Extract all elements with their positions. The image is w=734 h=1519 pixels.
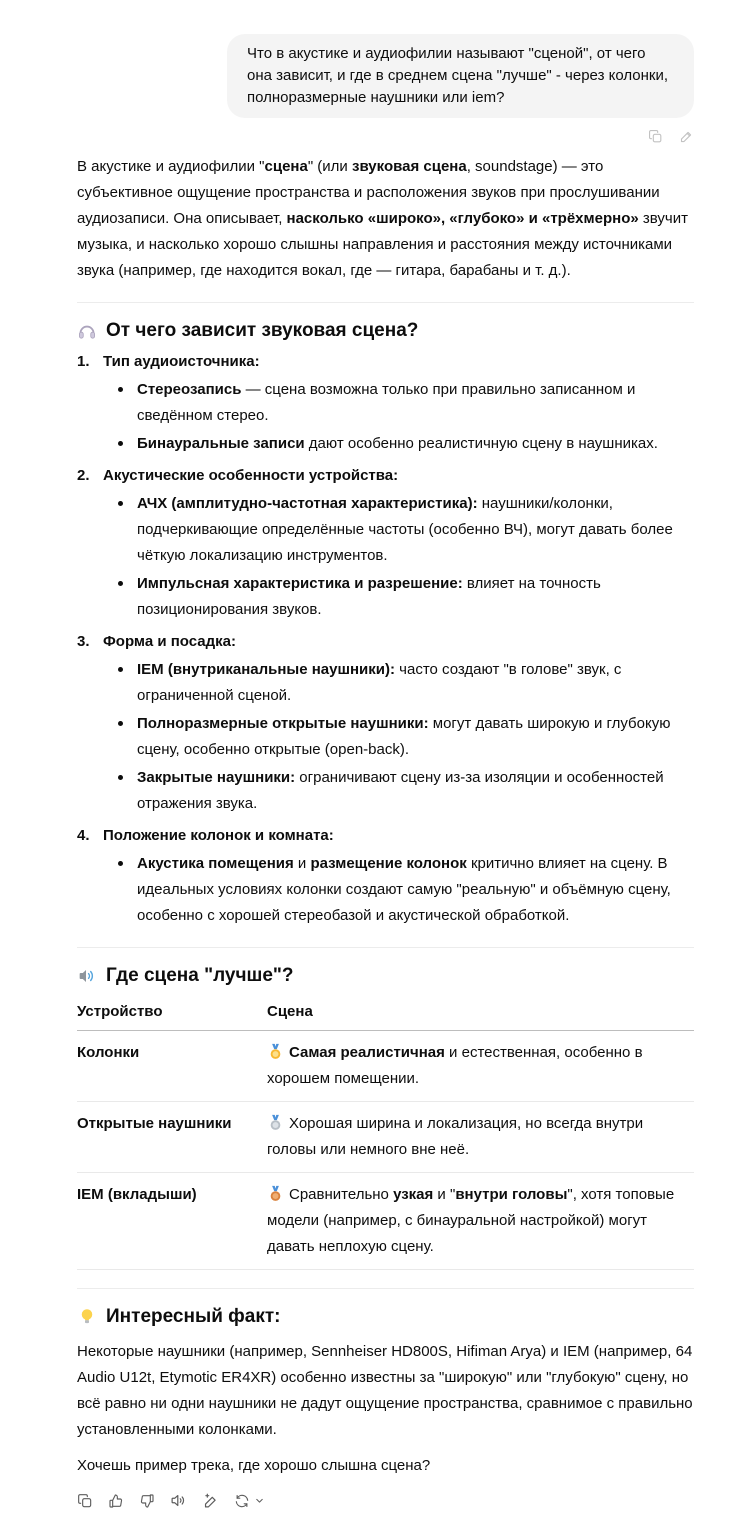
scene-cell: [267, 1173, 694, 1270]
bronze-medal-icon: [267, 1185, 284, 1202]
closing-question: Хочешь пример трека, где хорошо слышна сцена?: [77, 1457, 431, 1474]
scene-cell: [267, 1031, 694, 1102]
edit-in-canvas-button[interactable]: [202, 1492, 219, 1509]
list-number: 2.: [77, 467, 90, 484]
edit-message-button[interactable]: [679, 129, 694, 144]
list-number: 4.: [77, 827, 90, 844]
bullet-item: [77, 571, 694, 623]
divider: [77, 947, 694, 948]
list-item: [77, 823, 694, 849]
pencil-icon: [679, 129, 694, 144]
speaker-icon: [77, 966, 97, 986]
bullet-item: [77, 657, 694, 709]
fact-paragraph: Некоторые наушники (например, Sennheiser HD800S, Hifiman Arya) и IEM (например, 64 Audio U12t, Etymotic ER4XR) особенно известны за "широкую" или "глубокую" сцену, но всё равно ни одни наушники не дадут ощущение пространства, сравнимое с правильно установленными колонками.: [77, 1343, 693, 1438]
bullet-dot: [118, 775, 123, 780]
bullet-dot: [118, 501, 123, 506]
list-item-title: Форма и посадка:: [103, 633, 236, 650]
thumbs-down-icon: [139, 1493, 155, 1509]
user-message-bubble: [227, 34, 694, 118]
bullet-text: Импульсная характеристика и разрешение: влияет на точность позиционирования звуков.: [137, 575, 601, 618]
bullet-text: Стереозапись — сцена возможна только при правильно записанном и сведённом стерео.: [137, 381, 636, 424]
bullet-text: АЧХ (амплитудно-частотная характеристика): наушники/колонки, подчеркивающие определённые частоты (особенно ВЧ), могут давать более чёткую локализацию инструментов.: [137, 495, 673, 564]
bullet-text: Закрытые наушники: ограничивают сцену из-за изоляции и особенностей отражения звука.: [137, 769, 664, 812]
thumbs-up-icon: [108, 1493, 124, 1509]
bullet-dot: [118, 721, 123, 726]
gold-medal-icon: [267, 1043, 284, 1060]
bad-response-button[interactable]: [139, 1493, 155, 1509]
assistant-intro-paragraph: В акустике и аудиофилии "сцена" (или звуковая сцена, soundstage) — это субъективное ощущение пространства и расположения звуков при прослушивании аудиозаписи. Она описывает, насколько «широко», «глубоко» и «трёхмерно» звучит музыка, и насколько хорошо слышны направления и расстояния между источниками звука (например, где находится вокал, где — гитара, барабаны и т. д.).: [77, 158, 688, 279]
device-cell: Колонки: [77, 1031, 267, 1102]
section-title: Интересный факт:: [106, 1306, 281, 1327]
bullet-item: [77, 431, 694, 457]
bullet-text: Акустика помещения и размещение колонок критично влияет на сцену. В идеальных условиях колонки создают самую "реальную" и объёмную сцену, особенно с хорошей стереобазой и акустической обработкой.: [137, 855, 671, 924]
section-heading-fun-fact: [77, 1305, 694, 1329]
lightbulb-icon: [77, 1307, 97, 1327]
divider: [77, 1288, 694, 1289]
device-cell: Открытые наушники: [77, 1102, 267, 1173]
bullet-item: [77, 491, 694, 569]
bullet-text: Бинауральные записи дают особенно реалистичную сцену в наушниках.: [137, 435, 658, 452]
list-item-title: Акустические особенности устройства:: [103, 467, 399, 484]
column-header-scene: Сцена: [267, 996, 694, 1031]
section-title: От чего зависит звуковая сцена?: [106, 320, 419, 341]
bullet-dot: [118, 667, 123, 672]
list-item: [77, 463, 694, 489]
scene-cell: [267, 1102, 694, 1173]
bullet-dot: [118, 387, 123, 392]
user-message-actions: [77, 129, 694, 144]
good-response-button[interactable]: [108, 1493, 124, 1509]
table-row: [77, 1102, 694, 1173]
list-number: 1.: [77, 353, 90, 370]
copy-response-button[interactable]: [77, 1493, 93, 1509]
bullet-item: [77, 765, 694, 817]
section-heading-soundstage-factors: [77, 319, 694, 343]
copy-button[interactable]: [648, 129, 663, 144]
user-message-text: Что в акустике и аудиофилии называют "сценой", от чего она зависит, и где в среднем сцена "лучше" - через колонки, полноразмерные наушники или iem?: [247, 45, 669, 106]
bullet-dot: [118, 581, 123, 586]
bullet-text: Полноразмерные открытые наушники: могут давать широкую и глубокую сцену, особенно открытые (open-back).: [137, 715, 671, 758]
table-row: [77, 1173, 694, 1270]
headphones-icon: [77, 321, 97, 341]
column-header-device: Устройство: [77, 996, 267, 1031]
regenerate-button[interactable]: [234, 1493, 265, 1509]
list-item-title: Тип аудиоисточника:: [103, 353, 260, 370]
section-heading-where-better: [77, 964, 694, 988]
bullet-item: [77, 711, 694, 763]
list-item-title: Положение колонок и комната:: [103, 827, 334, 844]
section-title: Где сцена "лучше"?: [106, 965, 294, 986]
user-message-row: [77, 34, 694, 118]
response-actions: [77, 1492, 694, 1519]
table-header-row: [77, 996, 694, 1031]
copy-icon: [648, 129, 663, 144]
soundstage-table: [77, 996, 694, 1270]
copy-icon: [77, 1493, 93, 1509]
list-number: 3.: [77, 633, 90, 650]
silver-medal-icon: [267, 1114, 284, 1131]
bullet-item: [77, 377, 694, 429]
read-aloud-button[interactable]: [170, 1492, 187, 1509]
speaker-wave-icon: [170, 1492, 187, 1509]
bullet-dot: [118, 441, 123, 446]
scene-text: Самая реалистичная и естественная, особенно в хорошем помещении.: [267, 1044, 643, 1087]
divider: [77, 302, 694, 303]
scene-text: Сравнительно узкая и "внутри головы", хотя топовые модели (например, с бинауральной настройкой) могут давать неплохую сцену.: [267, 1186, 675, 1255]
list-item: [77, 349, 694, 375]
bullet-item: [77, 851, 694, 929]
bullet-dot: [118, 861, 123, 866]
refresh-icon: [234, 1493, 250, 1509]
table-row: [77, 1031, 694, 1102]
device-cell: IEM (вкладыши): [77, 1173, 267, 1270]
scene-text: Хорошая ширина и локализация, но всегда внутри головы или немного вне неё.: [267, 1115, 644, 1158]
chevron-down-icon: [254, 1495, 265, 1506]
pencil-sparkle-icon: [202, 1492, 219, 1509]
list-item: [77, 629, 694, 655]
bullet-text: IEM (внутриканальные наушники): часто создают "в голове" звук, с ограниченной сценой.: [137, 661, 622, 704]
